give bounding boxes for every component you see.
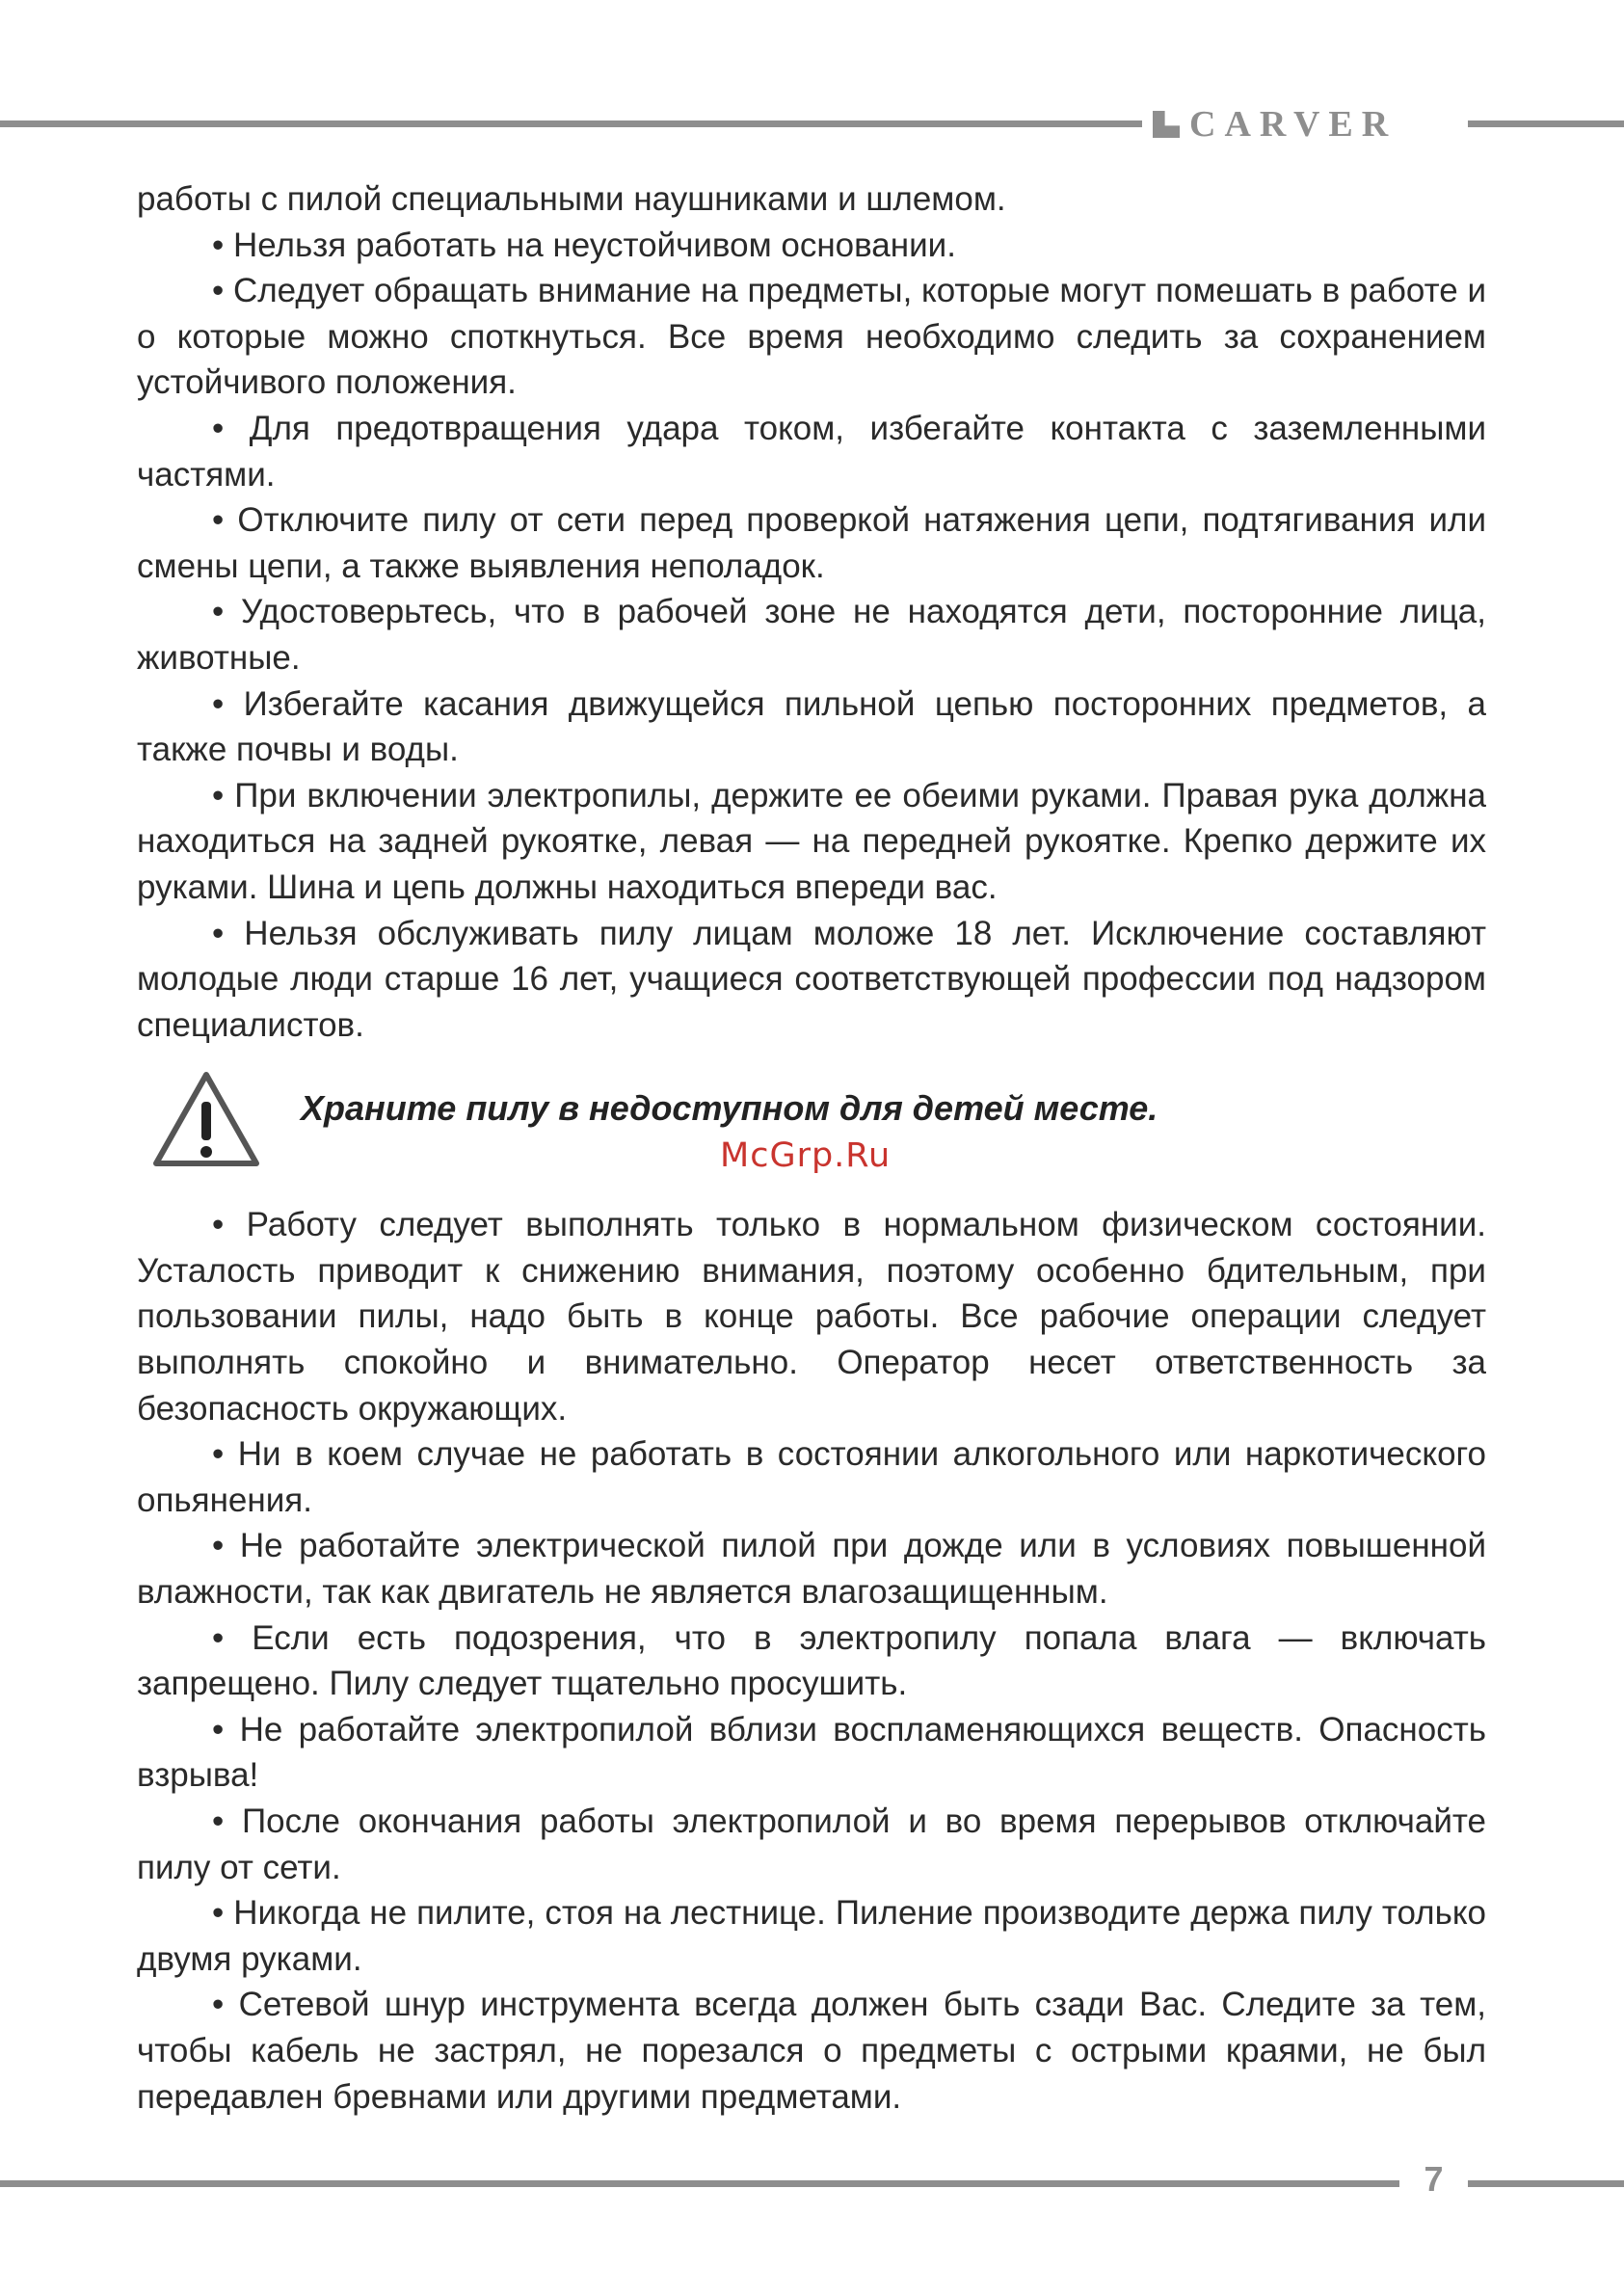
- paragraph: • Отключите пилу от сети перед проверкой натяжения цепи, подтягивания или смены цепи, а также выявления неполадок.: [137, 501, 1486, 585]
- brand-name: CARVER: [1189, 104, 1398, 145]
- paragraph: • При включении электропилы, держите ее обеими руками. Правая рука должна находиться на задней рукоятке, левая — на передней рукоятке. Крепко держите их руками. Шина и цепь должны находиться впереди вас.: [137, 776, 1486, 906]
- header-rule-left: [0, 120, 1142, 127]
- page-number: 7: [1424, 2159, 1444, 2199]
- page-content: [137, 176, 1486, 2120]
- paragraph: • Если есть подозрения, что в электропилу попала влага — включать запрещено. Пилу следует тщательно просушить.: [137, 1618, 1486, 1703]
- warning-text: Храните пилу в недоступном для детей месте.: [301, 1088, 1158, 1129]
- paragraph: • Не работайте электропилой вблизи воспламеняющихся веществ. Опасность взрыва!: [137, 1710, 1486, 1795]
- paragraph: • Сетевой шнур инструмента всегда должен быть сзади Вас. Следите за тем, чтобы кабель не застрял, не порезался о предметы с острыми краями, не был передавлен бревнами или другими предметами.: [137, 1986, 1486, 2116]
- paragraph: • Не работайте электрической пилой при дожде или в условиях повышенной влажности, так как двигатель не является влагозащищенным.: [137, 1527, 1486, 1612]
- paragraph: • Работу следует выполнять только в нормальном физическом состоянии. Усталость приводит к снижению внимания, поэтому особенно бдительным, при пользовании пилы, надо быть в конце работы. Все рабочие операции следует выполнять спокойно и внимательно. Оператор несет ответственность за безопасность окружающих.: [137, 1206, 1486, 1428]
- paragraph: • Для предотвращения удара током, избегайте контакта с заземленными частями.: [137, 409, 1486, 494]
- footer-rule-left: [0, 2180, 1399, 2187]
- paragraph: • Удостоверьтесь, что в рабочей зоне не находятся дети, посторонние лица, животные.: [137, 593, 1486, 677]
- paragraph: • Никогда не пилите, стоя на лестнице. Пиление производите держа пилу только двумя руками.: [137, 1894, 1486, 1978]
- header-rule-right: [1468, 120, 1624, 127]
- paragraph: • Избегайте касания движущейся пильной цепью посторонних предметов, а также почвы и воды.: [137, 684, 1486, 769]
- paragraph: • После окончания работы электропилой и во время перерывов отключайте пилу от сети.: [137, 1802, 1486, 1886]
- paragraph: • Нельзя работать на неустойчивом основании.: [212, 226, 956, 264]
- paragraph: • Следует обращать внимание на предметы, которые могут помешать в работе и о которые можно споткнуться. Все время необходимо следить за сохранением устойчивого положения.: [137, 272, 1486, 402]
- paragraph: • Ни в коем случае не работать в состоянии алкогольного или наркотического опьянения.: [137, 1435, 1486, 1519]
- footer-rule-right: [1468, 2180, 1624, 2187]
- warning-triangle-icon: [150, 1069, 262, 1169]
- watermark-link[interactable]: McGrp.Ru: [720, 1136, 892, 1176]
- brand-mark-icon: [1153, 111, 1180, 138]
- paragraph: • Нельзя обслуживать пилу лицам моложе 18 лет. Исключение составляют молодые люди старше 16 лет, учащиеся соответствующей профессии под надзором специалистов.: [137, 914, 1486, 1044]
- brand-logo: [1153, 102, 1461, 147]
- warning-callout: [137, 1067, 1486, 1202]
- paragraph: работы с пилой специальными наушниками и шлемом.: [137, 180, 1006, 218]
